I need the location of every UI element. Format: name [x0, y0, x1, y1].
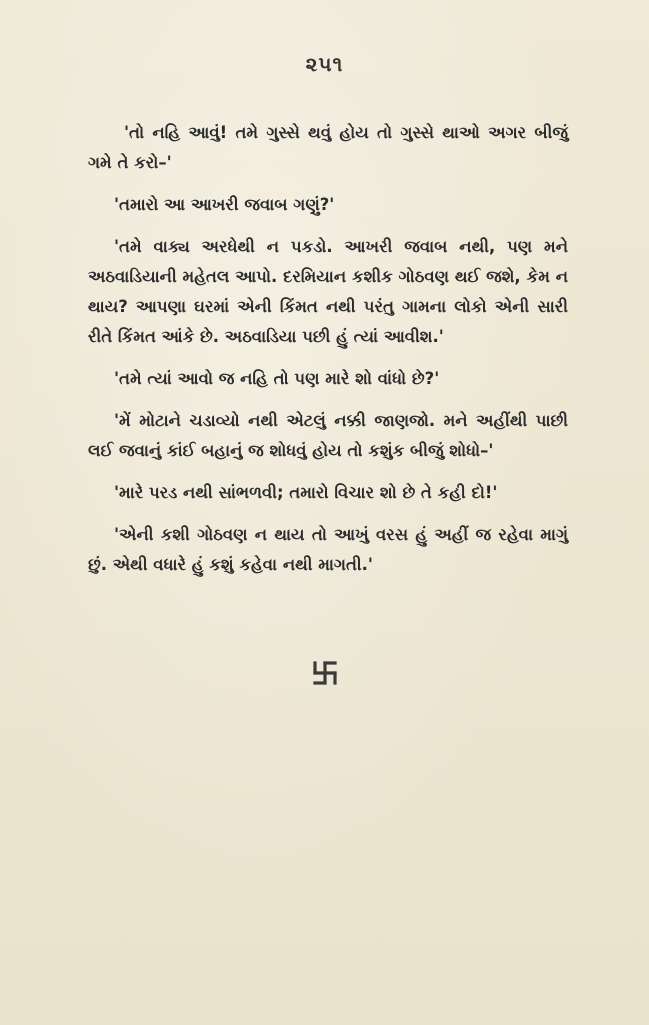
paragraph: 'એની કશી ગોઠવણ ન થાય તો આખું વરસ હું અહીં જ રહેવા માગું છું. એથી વધારે હું કશું કહેવા નથી માગતી.'	[88, 525, 568, 574]
page-body-text	[88, 118, 568, 592]
paragraph: 'તો નહિ આવું! તમે ગુસ્સે થવું હોય તો ગુસ્સે થાઓ અગર બીજું ગમે તે કરો–'	[88, 123, 568, 172]
page-number: ૨૫૧	[305, 52, 344, 76]
swastika-ornament-icon	[0, 660, 649, 693]
paragraph: 'તમારો આ આખરી જવાબ ગણું?'	[114, 195, 335, 214]
paragraph: 'તમે વાક્ય અરધેથી ન પકડો. આખરી જવાબ નથી, પણ મને અઠવાડિયાની મહેતલ આપો. દરમિયાન કશીક ગોઠવણ થઈ જશે, કેમ ન થાય? આપણા ઘરમાં એની કિંમત નથી પરંતુ ગામના લોકો એની સારી રીતે કિંમત આંકે છે. અઠવાડિયા પછી હું ત્યાં આવીશ.'	[88, 237, 568, 346]
paragraph: 'મેં મોટાને ચડાવ્યો નથી એટલું નક્કી જાણજો. મને અહીંથી પાછી લઈ જવાનું કાંઈ બહાનું જ શોધવું હોય તો કશુંક બીજું શોધો–'	[88, 411, 568, 460]
paragraph: 'મારે પરડ નથી સાંભળવી; તમારો વિચાર શો છે તે કહી દો!'	[114, 483, 498, 502]
paragraph: 'તમે ત્યાં આવો જ નહિ તો પણ મારે શો વાંધો છે?'	[114, 369, 440, 388]
